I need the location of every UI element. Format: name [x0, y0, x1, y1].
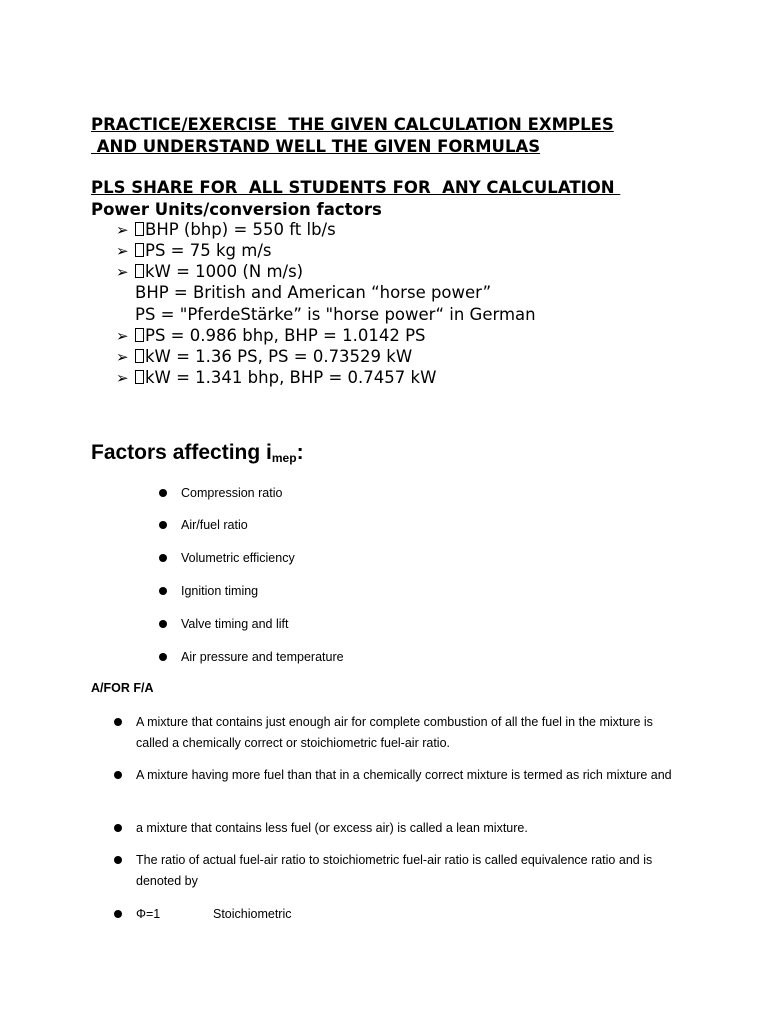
bullet-dot-icon [114, 824, 122, 832]
power-unit-note: PS = "PferdeStärke” is "horse power“ in German [135, 305, 536, 324]
power-unit-item: ➢ kW = 1.341 bhp, BHP = 0.7457 kW [116, 368, 437, 387]
bullet-dot-icon [114, 856, 122, 864]
heading-line-3: PLS SHARE FOR ALL STUDENTS FOR ANY CALCULATION [91, 178, 621, 197]
bullet-dot-icon [159, 587, 167, 595]
arrow-bullet-icon: ➢ [116, 263, 129, 281]
phi-label: Φ=1 [136, 907, 161, 921]
bullet-dot-icon [159, 554, 167, 562]
arrow-bullet-icon: ➢ [116, 221, 129, 239]
bullet-dot-icon [159, 653, 167, 661]
missing-glyph-icon [135, 349, 144, 363]
arrow-bullet-icon: ➢ [116, 242, 129, 260]
bullet-dot-icon [114, 910, 122, 918]
power-unit-note: BHP = British and American “horse power” [135, 283, 492, 302]
bullet-dot-icon [159, 620, 167, 628]
power-unit-item: ➢ kW = 1000 (N m/s) [116, 262, 304, 281]
arrow-bullet-icon: ➢ [116, 369, 129, 387]
afor-title: A/FOR F/A [91, 681, 154, 695]
bullet-dot-icon [159, 489, 167, 497]
missing-glyph-icon [135, 243, 144, 257]
heading-line-1: PRACTICE/EXERCISE THE GIVEN CALCULATION EXMPLES [91, 115, 614, 134]
power-units-title: Power Units/conversion factors [91, 200, 382, 219]
power-unit-item: ➢ BHP (bhp) = 550 ft lb/s [116, 220, 336, 239]
missing-glyph-icon [135, 328, 144, 342]
arrow-bullet-icon: ➢ [116, 327, 129, 345]
missing-glyph-icon [135, 264, 144, 278]
heading-line-2: AND UNDERSTAND WELL THE GIVEN FORMULAS [91, 137, 541, 156]
power-unit-item: ➢ kW = 1.36 PS, PS = 0.73529 kW [116, 347, 413, 366]
bullet-dot-icon [159, 521, 167, 529]
arrow-bullet-icon: ➢ [116, 348, 129, 366]
power-unit-item: ➢ PS = 75 kg m/s [116, 241, 272, 260]
missing-glyph-icon [135, 222, 144, 236]
factors-title: Factors affecting $i_{mep}$: [91, 441, 304, 465]
factors-title-subscript: mep [271, 451, 297, 465]
phi-description: Stoichiometric [213, 907, 292, 921]
missing-glyph-icon [135, 370, 144, 384]
bullet-dot-icon [114, 718, 122, 726]
power-unit-item: ➢ PS = 0.986 bhp, BHP = 1.0142 PS [116, 326, 426, 345]
document-page: PRACTICE/EXERCISE THE GIVEN CALCULATION EXMPLES AND UNDERSTAND WELL THE GIVEN FORMULAS PLS SHARE FOR ALL STUDENTS FOR ANY CALCULATION Power Units/conversion factors ➢ BHP (bhp) = 550 ft lb/s ➢ PS = 75 kg m/s ➢ kW = 1000 (N m/s) BHP = British and American “horse power” PS = "PferdeStärke” is "horse power“ in German ➢ PS = 0.986 bhp, BHP = 1.0142 PS ➢ kW = 1.36 PS, PS = 0.73529 kW ➢ kW = 1.341 bhp, BHP = 0.7457 kW Factors affecting $i_{mep}$: Compression ratio Air/fuel ratio Volumetric efficiency Ignition timing Valve timing and lift Air pressure and temperature A/FOR F/A A mixture that contains just enough air for complete combustion of all the fuel in the mixture is called a chemically correct or stoichiometric fuel-air ratio. A mixture having more fuel than that in a chemically correct mixture is termed as rich mixture and a mixture that contains less fuel (or excess air) is called a lean mixture. The ratio of actual fuel-air ratio to stoichiometric fuel-air ratio is called equivalence ratio and is denoted by Φ=1 Stoichiometric [0, 0, 768, 1024]
bullet-dot-icon [114, 771, 122, 779]
